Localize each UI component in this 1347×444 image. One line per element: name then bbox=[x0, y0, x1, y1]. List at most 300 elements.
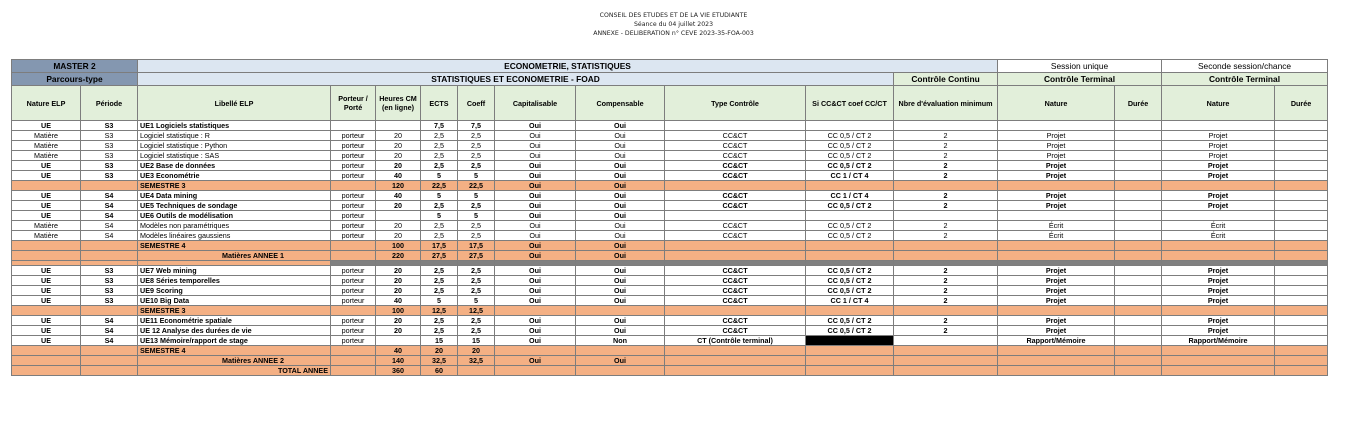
table-row bbox=[12, 231, 1328, 241]
cell-libelle: UE6 Outils de modélisation bbox=[138, 211, 331, 221]
cell-nature-2 bbox=[1162, 356, 1275, 366]
cell-ects: 15 bbox=[421, 336, 458, 346]
cell-capitalisable: Oui bbox=[495, 211, 576, 221]
cell-si-ccct: CC 1 / CT 4 bbox=[806, 171, 894, 181]
cell-heures: 40 bbox=[376, 191, 421, 201]
col-heures: Heures CM (en ligne) bbox=[376, 86, 421, 121]
cell-capitalisable: Oui bbox=[495, 121, 576, 131]
cell-ects: 60 bbox=[421, 366, 458, 376]
cell-nature-elp: UE bbox=[12, 201, 81, 211]
cell-compensable: Non bbox=[576, 336, 665, 346]
column-header-row bbox=[12, 86, 1328, 121]
cell-nature-2: Projet bbox=[1162, 161, 1275, 171]
cell-porteur: porteur bbox=[331, 171, 376, 181]
table-row bbox=[12, 191, 1328, 201]
cell-ects: 2,5 bbox=[421, 151, 458, 161]
col-duree-2: Durée bbox=[1275, 86, 1328, 121]
cell-periode bbox=[81, 366, 138, 376]
cell-duree bbox=[1115, 306, 1162, 316]
cell-capitalisable: Oui bbox=[495, 231, 576, 241]
cell-type-controle: CC&CT bbox=[665, 316, 806, 326]
cell-nature: Projet bbox=[998, 296, 1115, 306]
cell-type-controle bbox=[665, 121, 806, 131]
cell-coeff: 5 bbox=[458, 171, 495, 181]
cell-coeff: 27,5 bbox=[458, 251, 495, 261]
cell-ects: 5 bbox=[421, 171, 458, 181]
cell-libelle: Modèles non paramétriques bbox=[138, 221, 331, 231]
cell-duree bbox=[1115, 121, 1162, 131]
cell-type-controle: CC&CT bbox=[665, 171, 806, 181]
cell-nature-elp bbox=[12, 306, 81, 316]
cell-nature-2: Écrit bbox=[1162, 221, 1275, 231]
cell-type-controle: CC&CT bbox=[665, 131, 806, 141]
cell-nbre-eval: 2 bbox=[894, 276, 998, 286]
cell-coeff: 22,5 bbox=[458, 181, 495, 191]
cell-libelle: UE13 Mémoire/rapport de stage bbox=[138, 336, 331, 346]
cell-type-controle: CC&CT bbox=[665, 151, 806, 161]
col-nature: Nature bbox=[998, 86, 1115, 121]
table-row bbox=[12, 211, 1328, 221]
cell-capitalisable: Oui bbox=[495, 151, 576, 161]
cell-si-ccct: CC 0,5 / CT 2 bbox=[806, 266, 894, 276]
header-line-1: CONSEIL DES ETUDES ET DE LA VIE ETUDIANTE bbox=[599, 12, 748, 19]
cell-si-ccct bbox=[806, 211, 894, 221]
cell-si-ccct: CC 0,5 / CT 2 bbox=[806, 286, 894, 296]
cell-heures: 40 bbox=[376, 346, 421, 356]
cell-capitalisable bbox=[495, 306, 576, 316]
cell-coeff bbox=[458, 366, 495, 376]
semester-row bbox=[12, 241, 1328, 251]
cell-heures: 220 bbox=[376, 251, 421, 261]
cell-duree-2 bbox=[1275, 241, 1328, 251]
cell-porteur bbox=[331, 241, 376, 251]
cell-libelle: UE1 Logiciels statistiques bbox=[138, 121, 331, 131]
cell-coeff: 2,5 bbox=[458, 326, 495, 336]
cell-porteur bbox=[331, 306, 376, 316]
cell-compensable: Oui bbox=[576, 151, 665, 161]
cell-capitalisable: Oui bbox=[495, 296, 576, 306]
cell-libelle: UE4 Data mining bbox=[138, 191, 331, 201]
cell-libelle: UE5 Techniques de sondage bbox=[138, 201, 331, 211]
cell-duree bbox=[1115, 326, 1162, 336]
cell-porteur: porteur bbox=[331, 131, 376, 141]
cell-nbre-eval bbox=[894, 356, 998, 366]
cell-libelle: UE8 Séries temporelles bbox=[138, 276, 331, 286]
table-row bbox=[12, 121, 1328, 131]
cell-nature: Projet bbox=[998, 286, 1115, 296]
cell-nature-elp bbox=[12, 356, 81, 366]
cell-capitalisable: Oui bbox=[495, 191, 576, 201]
cell-type-controle: CC&CT bbox=[665, 201, 806, 211]
cell-nature-elp: Matière bbox=[12, 151, 81, 161]
cell-porteur bbox=[331, 356, 376, 366]
cell-porteur bbox=[331, 181, 376, 191]
cell-nbre-eval: 2 bbox=[894, 131, 998, 141]
cell-compensable: Oui bbox=[576, 141, 665, 151]
cell-nature-2: Projet bbox=[1162, 131, 1275, 141]
cell-coeff: 2,5 bbox=[458, 231, 495, 241]
cell-compensable: Oui bbox=[576, 266, 665, 276]
cell-libelle: UE9 Scoring bbox=[138, 286, 331, 296]
cell-type-controle bbox=[665, 346, 806, 356]
cell-si-ccct: CC 0,5 / CT 2 bbox=[806, 316, 894, 326]
cell-compensable: Oui bbox=[576, 121, 665, 131]
cell-duree bbox=[1115, 171, 1162, 181]
cell-periode bbox=[81, 356, 138, 366]
col-nature-2: Nature bbox=[1162, 86, 1275, 121]
cell-capitalisable: Oui bbox=[495, 336, 576, 346]
cell-si-ccct: CC 0,5 / CT 2 bbox=[806, 161, 894, 171]
cell-nature: Rapport/Mémoire bbox=[998, 336, 1115, 346]
cell-libelle: Matières ANNEE 2 bbox=[138, 356, 331, 366]
cell-ects: 17,5 bbox=[421, 241, 458, 251]
cell-compensable: Oui bbox=[576, 241, 665, 251]
cell-duree-2 bbox=[1275, 306, 1328, 316]
cell-heures: 100 bbox=[376, 306, 421, 316]
cell-nature-elp: Matière bbox=[12, 221, 81, 231]
col-nbre-eval: Nbre d'évaluation minimum bbox=[894, 86, 998, 121]
cell-capitalisable: Oui bbox=[495, 131, 576, 141]
cell-periode: S3 bbox=[81, 131, 138, 141]
table-row bbox=[12, 151, 1328, 161]
cell-ects: 12,5 bbox=[421, 306, 458, 316]
cell-nature-2: Rapport/Mémoire bbox=[1162, 336, 1275, 346]
cell-capitalisable: Oui bbox=[495, 141, 576, 151]
cell-nature-elp bbox=[12, 181, 81, 191]
cell-duree bbox=[1115, 231, 1162, 241]
cell-porteur: porteur bbox=[331, 191, 376, 201]
parcours-name: STATISTIQUES ET ECONOMETRIE - FOAD bbox=[138, 73, 894, 86]
cell-compensable bbox=[576, 346, 665, 356]
cell-duree bbox=[1115, 286, 1162, 296]
cell-nature-elp: UE bbox=[12, 296, 81, 306]
cell-ects: 2,5 bbox=[421, 316, 458, 326]
cell-periode: S3 bbox=[81, 296, 138, 306]
cell-si-ccct: CC 0,5 / CT 2 bbox=[806, 201, 894, 211]
semester-row bbox=[12, 306, 1328, 316]
cell-ects: 5 bbox=[421, 211, 458, 221]
table-row bbox=[12, 221, 1328, 231]
cell-nature-2: Projet bbox=[1162, 201, 1275, 211]
cell-duree bbox=[1115, 131, 1162, 141]
cell-libelle: UE7 Web mining bbox=[138, 266, 331, 276]
cell-duree-2 bbox=[1275, 316, 1328, 326]
cell-compensable: Oui bbox=[576, 191, 665, 201]
cell-heures: 40 bbox=[376, 296, 421, 306]
cell-type-controle: CC&CT bbox=[665, 231, 806, 241]
cell-nature-elp bbox=[12, 241, 81, 251]
cell-nature-2: Projet bbox=[1162, 296, 1275, 306]
cell-nature-elp: UE bbox=[12, 191, 81, 201]
cell-nbre-eval bbox=[894, 336, 998, 346]
cell-nature-elp: UE bbox=[12, 326, 81, 336]
cell-porteur: porteur bbox=[331, 221, 376, 231]
cell-heures: 20 bbox=[376, 141, 421, 151]
cell-capitalisable: Oui bbox=[495, 201, 576, 211]
parcours-type-label: Parcours-type bbox=[12, 73, 138, 86]
cell-porteur: porteur bbox=[331, 201, 376, 211]
cell-nature bbox=[998, 211, 1115, 221]
cell-duree bbox=[1115, 366, 1162, 376]
cell-porteur: porteur bbox=[331, 151, 376, 161]
cell-ects: 2,5 bbox=[421, 141, 458, 151]
cell-heures: 20 bbox=[376, 231, 421, 241]
col-compensable: Compensable bbox=[576, 86, 665, 121]
cell-si-ccct: CC 1 / CT 4 bbox=[806, 296, 894, 306]
cell-type-controle bbox=[665, 366, 806, 376]
cell-duree bbox=[1115, 141, 1162, 151]
cell-heures: 140 bbox=[376, 356, 421, 366]
cell-nature-2 bbox=[1162, 211, 1275, 221]
cell-nature-elp: UE bbox=[12, 336, 81, 346]
cell-type-controle: CC&CT bbox=[665, 266, 806, 276]
col-coeff: Coeff bbox=[458, 86, 495, 121]
document-header bbox=[0, 11, 1347, 39]
cell-heures: 40 bbox=[376, 171, 421, 181]
cell-nature: Projet bbox=[998, 151, 1115, 161]
cell-periode: S4 bbox=[81, 231, 138, 241]
cell-compensable: Oui bbox=[576, 221, 665, 231]
cell-duree-2 bbox=[1275, 161, 1328, 171]
cell-compensable: Oui bbox=[576, 181, 665, 191]
cell-nature bbox=[998, 346, 1115, 356]
cell-nature-elp: Matière bbox=[12, 131, 81, 141]
cell-periode: S4 bbox=[81, 201, 138, 211]
cell-type-controle: CT (Contrôle terminal) bbox=[665, 336, 806, 346]
cell-nbre-eval: 2 bbox=[894, 286, 998, 296]
cell-ects: 20 bbox=[421, 346, 458, 356]
cell-nature-2: Projet bbox=[1162, 151, 1275, 161]
cell-heures bbox=[376, 121, 421, 131]
cell-nbre-eval bbox=[894, 366, 998, 376]
cell-coeff: 5 bbox=[458, 211, 495, 221]
cell-heures: 20 bbox=[376, 151, 421, 161]
cell-nature: Projet bbox=[998, 316, 1115, 326]
cell-nature-elp: Matière bbox=[12, 231, 81, 241]
cell-heures: 20 bbox=[376, 201, 421, 211]
cell-nature-elp: UE bbox=[12, 161, 81, 171]
cell-porteur bbox=[331, 121, 376, 131]
cell-coeff: 2,5 bbox=[458, 201, 495, 211]
cell-capitalisable: Oui bbox=[495, 356, 576, 366]
table-row bbox=[12, 131, 1328, 141]
table-row bbox=[12, 141, 1328, 151]
cell-ects: 7,5 bbox=[421, 121, 458, 131]
cell-si-ccct bbox=[806, 306, 894, 316]
cell-nature-2: Projet bbox=[1162, 316, 1275, 326]
cell-type-controle bbox=[665, 211, 806, 221]
cell-libelle: SEMESTRE 4 bbox=[138, 346, 331, 356]
cell-libelle: TOTAL ANNEE bbox=[138, 366, 331, 376]
cell-heures: 100 bbox=[376, 241, 421, 251]
cell-compensable: Oui bbox=[576, 326, 665, 336]
seconde-session-label: Seconde session/chance bbox=[1162, 60, 1328, 73]
header-line-3: ANNEXE - DELIBERATION n° CEVE 2023-35-FOA-003 bbox=[593, 30, 754, 38]
cell-si-ccct bbox=[806, 346, 894, 356]
cell-periode: S4 bbox=[81, 191, 138, 201]
cell-periode bbox=[81, 181, 138, 191]
mention-title: ECONOMETRIE, STATISTIQUES bbox=[138, 60, 998, 73]
cell-si-ccct bbox=[806, 251, 894, 261]
cell-libelle: Logiciel statistique : R bbox=[138, 131, 331, 141]
cell-porteur: porteur bbox=[331, 276, 376, 286]
cell-duree-2 bbox=[1275, 346, 1328, 356]
cell-nbre-eval bbox=[894, 251, 998, 261]
year-total-row bbox=[12, 356, 1328, 366]
cell-si-ccct bbox=[806, 241, 894, 251]
cell-heures: 20 bbox=[376, 326, 421, 336]
cell-libelle: SEMESTRE 3 bbox=[138, 181, 331, 191]
cell-coeff: 2,5 bbox=[458, 286, 495, 296]
cell-compensable: Oui bbox=[576, 276, 665, 286]
cell-compensable bbox=[576, 306, 665, 316]
year-total-row bbox=[12, 251, 1328, 261]
cell-libelle: Logiciel statistique : SAS bbox=[138, 151, 331, 161]
table-row bbox=[12, 161, 1328, 171]
cell-capitalisable: Oui bbox=[495, 251, 576, 261]
master-label: MASTER 2 bbox=[12, 60, 138, 73]
cell-porteur bbox=[331, 366, 376, 376]
cell-porteur: porteur bbox=[331, 326, 376, 336]
cell-ects: 22,5 bbox=[421, 181, 458, 191]
cell-periode bbox=[81, 346, 138, 356]
col-capitalisable: Capitalisable bbox=[495, 86, 576, 121]
cell-nature-2 bbox=[1162, 306, 1275, 316]
cell-nature-elp: UE bbox=[12, 276, 81, 286]
cell-type-controle: CC&CT bbox=[665, 326, 806, 336]
semester-row bbox=[12, 346, 1328, 356]
cell-nbre-eval: 2 bbox=[894, 201, 998, 211]
cell-nature: Projet bbox=[998, 161, 1115, 171]
cell-libelle: SEMESTRE 4 bbox=[138, 241, 331, 251]
cell-ects: 2,5 bbox=[421, 221, 458, 231]
cell-nature: Projet bbox=[998, 191, 1115, 201]
cell-porteur: porteur bbox=[331, 231, 376, 241]
cell-periode: S3 bbox=[81, 151, 138, 161]
cell-porteur: porteur bbox=[331, 296, 376, 306]
cell-periode: S4 bbox=[81, 316, 138, 326]
controle-continu-header: Contrôle Continu bbox=[894, 73, 998, 86]
col-si-ccct: Si CC&CT coef CC/CT bbox=[806, 86, 894, 121]
grand-total-row bbox=[12, 366, 1328, 376]
cell-capitalisable: Oui bbox=[495, 221, 576, 231]
cell-nature bbox=[998, 366, 1115, 376]
cell-coeff: 2,5 bbox=[458, 141, 495, 151]
table-row bbox=[12, 316, 1328, 326]
cell-type-controle: CC&CT bbox=[665, 296, 806, 306]
cell-compensable: Oui bbox=[576, 251, 665, 261]
cell-nature: Projet bbox=[998, 141, 1115, 151]
cell-compensable bbox=[576, 366, 665, 376]
cell-compensable: Oui bbox=[576, 131, 665, 141]
cell-nbre-eval bbox=[894, 346, 998, 356]
cell-type-controle: CC&CT bbox=[665, 276, 806, 286]
cell-type-controle bbox=[665, 356, 806, 366]
cell-si-ccct: CC 0,5 / CT 2 bbox=[806, 276, 894, 286]
cell-compensable: Oui bbox=[576, 286, 665, 296]
cell-nature-2 bbox=[1162, 346, 1275, 356]
cell-nbre-eval bbox=[894, 211, 998, 221]
cell-periode: S3 bbox=[81, 266, 138, 276]
cell-porteur: porteur bbox=[331, 316, 376, 326]
cell-compensable: Oui bbox=[576, 316, 665, 326]
cell-nature-2: Écrit bbox=[1162, 231, 1275, 241]
cell-heures: 20 bbox=[376, 161, 421, 171]
cell-duree bbox=[1115, 181, 1162, 191]
cell-ects: 32,5 bbox=[421, 356, 458, 366]
cell-ects: 2,5 bbox=[421, 266, 458, 276]
cell-periode: S4 bbox=[81, 336, 138, 346]
cell-heures: 20 bbox=[376, 221, 421, 231]
cell-duree-2 bbox=[1275, 221, 1328, 231]
cell-duree bbox=[1115, 336, 1162, 346]
cell-ects: 2,5 bbox=[421, 131, 458, 141]
session-unique-label: Session unique bbox=[998, 60, 1162, 73]
cell-duree-2 bbox=[1275, 181, 1328, 191]
cell-heures: 20 bbox=[376, 131, 421, 141]
cell-heures: 120 bbox=[376, 181, 421, 191]
cell-periode: S3 bbox=[81, 161, 138, 171]
cell-coeff: 17,5 bbox=[458, 241, 495, 251]
cell-duree bbox=[1115, 346, 1162, 356]
cell-duree-2 bbox=[1275, 141, 1328, 151]
controle-terminal-2-header: Contrôle Terminal bbox=[1162, 73, 1328, 86]
cell-coeff: 32,5 bbox=[458, 356, 495, 366]
cell-coeff: 2,5 bbox=[458, 316, 495, 326]
cell-nature-2 bbox=[1162, 121, 1275, 131]
cell-nature-2 bbox=[1162, 181, 1275, 191]
cell-capitalisable: Oui bbox=[495, 266, 576, 276]
cell-heures bbox=[376, 211, 421, 221]
col-periode: Période bbox=[81, 86, 138, 121]
cell-si-ccct bbox=[806, 121, 894, 131]
cell-libelle: UE2 Base de données bbox=[138, 161, 331, 171]
cell-nbre-eval: 2 bbox=[894, 151, 998, 161]
cell-compensable: Oui bbox=[576, 296, 665, 306]
cell-nbre-eval: 2 bbox=[894, 191, 998, 201]
cell-porteur: porteur bbox=[331, 286, 376, 296]
cell-nbre-eval: 2 bbox=[894, 266, 998, 276]
cell-duree-2 bbox=[1275, 121, 1328, 131]
col-libelle: Libellé ELP bbox=[138, 86, 331, 121]
cell-si-ccct: CC 0,5 / CT 2 bbox=[806, 221, 894, 231]
cell-type-controle: CC&CT bbox=[665, 221, 806, 231]
table-row bbox=[12, 286, 1328, 296]
cell-ects: 2,5 bbox=[421, 201, 458, 211]
cell-periode bbox=[81, 241, 138, 251]
cell-si-ccct bbox=[806, 356, 894, 366]
cell-nature: Projet bbox=[998, 131, 1115, 141]
cell-duree-2 bbox=[1275, 131, 1328, 141]
cell-ects: 5 bbox=[421, 296, 458, 306]
cell-duree-2 bbox=[1275, 356, 1328, 366]
cell-periode: S3 bbox=[81, 121, 138, 131]
cell-compensable: Oui bbox=[576, 171, 665, 181]
cell-nbre-eval: 2 bbox=[894, 171, 998, 181]
cell-periode: S4 bbox=[81, 211, 138, 221]
cell-type-controle: CC&CT bbox=[665, 286, 806, 296]
cell-porteur: porteur bbox=[331, 266, 376, 276]
cell-heures: 20 bbox=[376, 286, 421, 296]
cell-ects: 2,5 bbox=[421, 276, 458, 286]
cell-nature-2: Projet bbox=[1162, 141, 1275, 151]
cell-porteur bbox=[331, 251, 376, 261]
cell-nature-2 bbox=[1162, 366, 1275, 376]
cell-duree-2 bbox=[1275, 276, 1328, 286]
cell-nature-2 bbox=[1162, 251, 1275, 261]
cell-duree bbox=[1115, 151, 1162, 161]
cell-nature: Projet bbox=[998, 326, 1115, 336]
